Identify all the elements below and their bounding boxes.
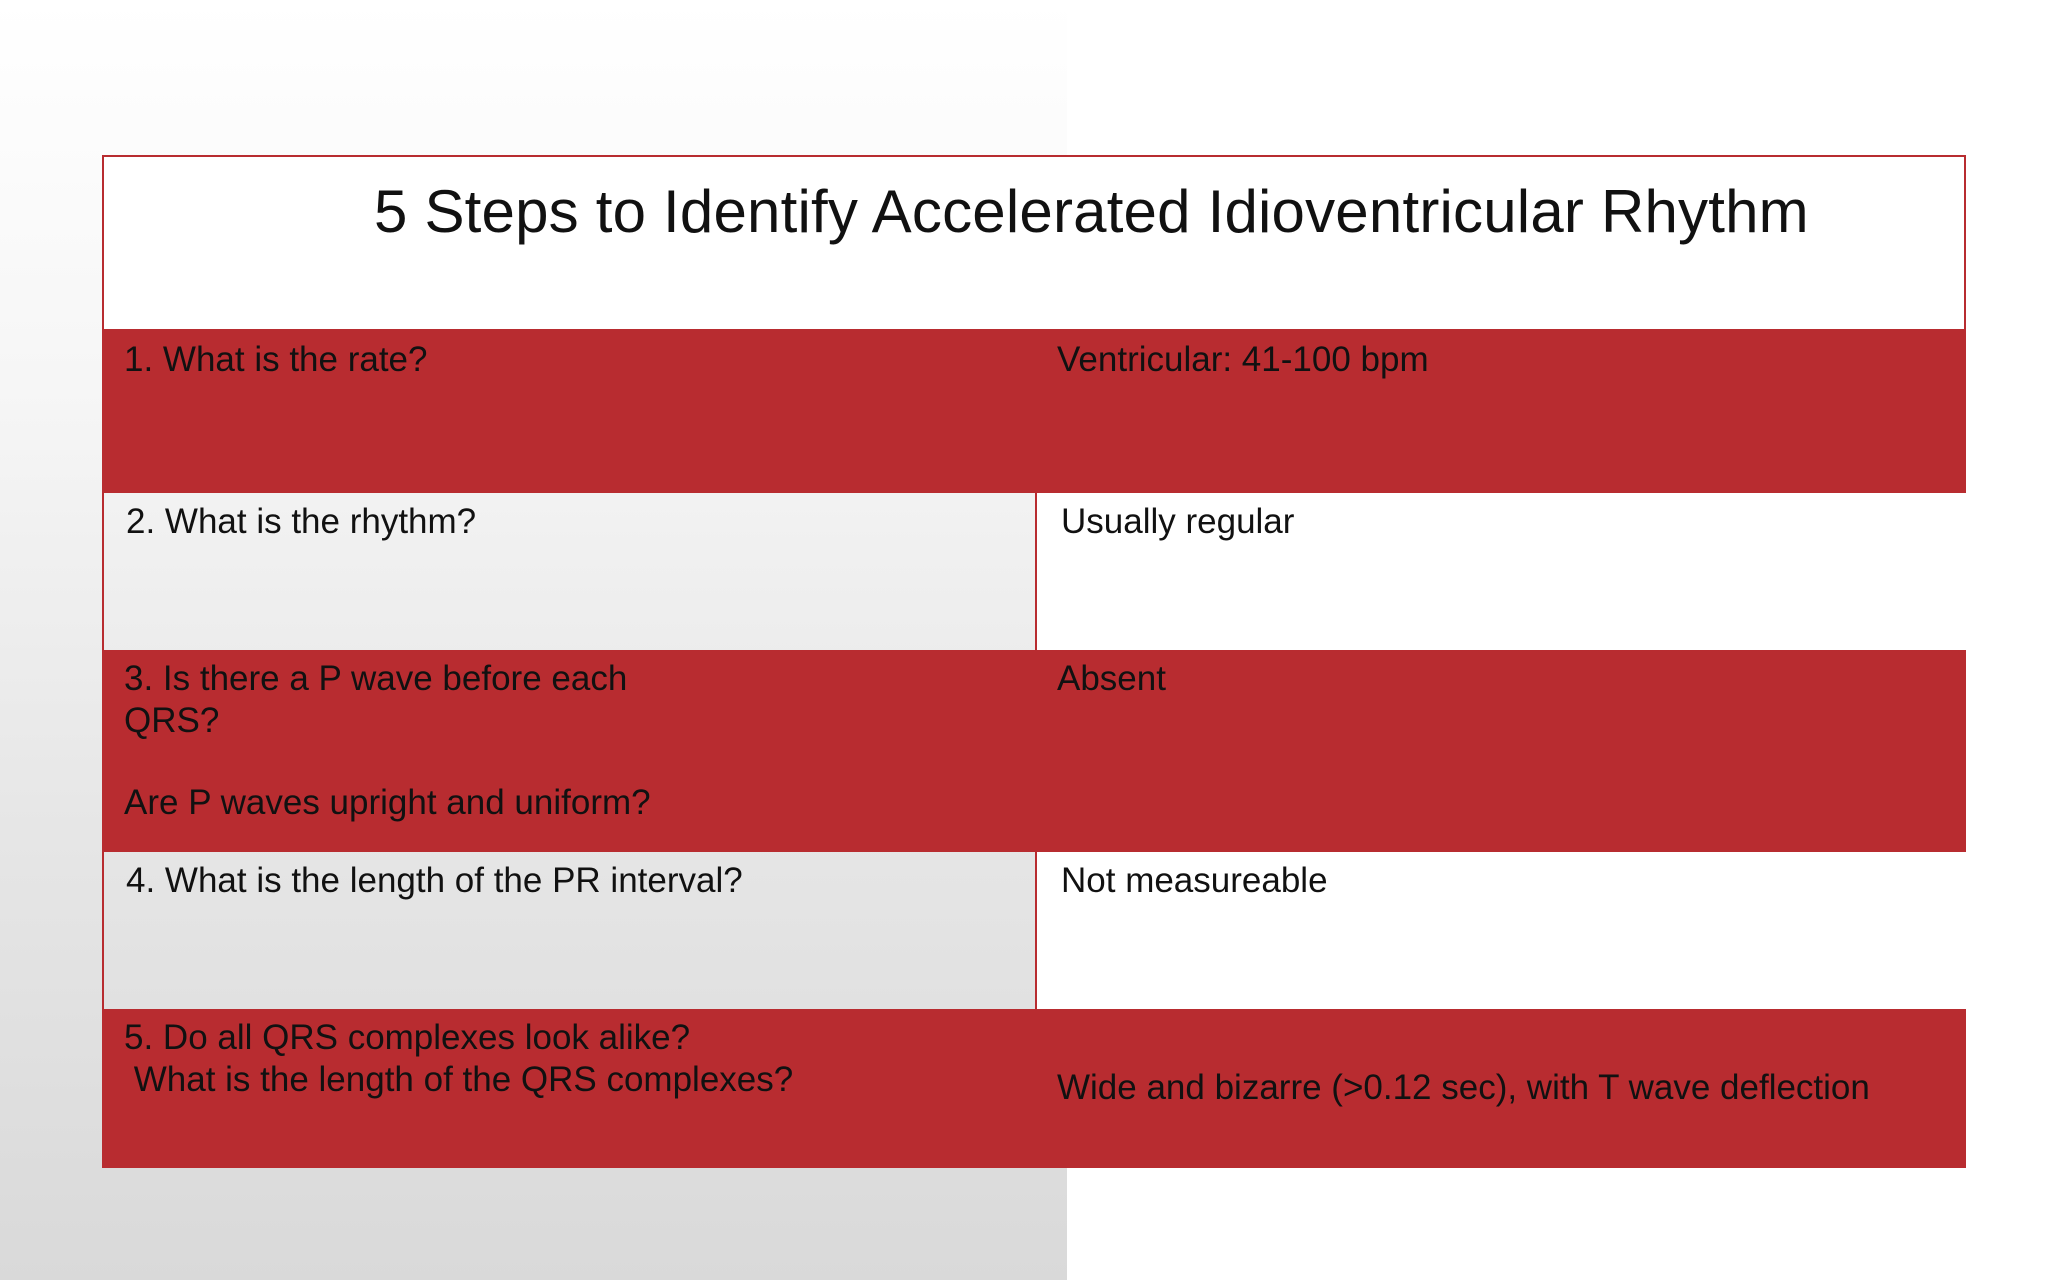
step-3-question (102, 650, 1033, 852)
step-4-answer-text: Not measureable (1061, 861, 1328, 900)
step-1-answer (1033, 331, 1964, 493)
step-2-question (104, 493, 1035, 650)
step-5-answer (1033, 1009, 1964, 1168)
table-row-step-4 (102, 852, 1966, 1009)
step-2-question-text: 2. What is the rhythm? (126, 502, 477, 541)
slide-title: 5 Steps to Identify Accelerated Idioventricular Rhythm (374, 178, 1809, 245)
step-2-answer (1035, 493, 1966, 650)
step-3-answer-text: Absent (1057, 659, 1166, 698)
step-3-spacer (124, 742, 1033, 782)
step-1-question-text: 1. What is the rate? (124, 340, 428, 379)
step-5-question (102, 1009, 1033, 1168)
table-row-step-2 (102, 493, 1966, 650)
table-row-step-5 (102, 1009, 1966, 1168)
step-1-question (102, 331, 1033, 493)
table-row-step-1 (102, 331, 1966, 493)
step-4-question (104, 852, 1035, 1009)
table-row-step-3 (102, 650, 1966, 852)
step-1-answer-text: Ventricular: 41-100 bpm (1057, 340, 1429, 379)
title-row (102, 155, 1966, 331)
step-5-answer-text: Wide and bizarre (>0.12 sec), with T wave deflection (1057, 1068, 1870, 1107)
step-4-answer (1035, 852, 1966, 1009)
step-5-question-text: 5. Do all QRS complexes look alike? (124, 1018, 691, 1057)
step-4-question-text: 4. What is the length of the PR interval? (126, 861, 743, 900)
step-2-answer-text: Usually regular (1061, 502, 1295, 541)
step-3-answer (1033, 650, 1964, 852)
step-5-question-extra: What is the length of the QRS complexes? (124, 1060, 794, 1099)
step-3-question-text: 3. Is there a P wave before each QRS? (124, 659, 628, 740)
step-3-question-extra: Are P waves upright and uniform? (124, 783, 651, 822)
